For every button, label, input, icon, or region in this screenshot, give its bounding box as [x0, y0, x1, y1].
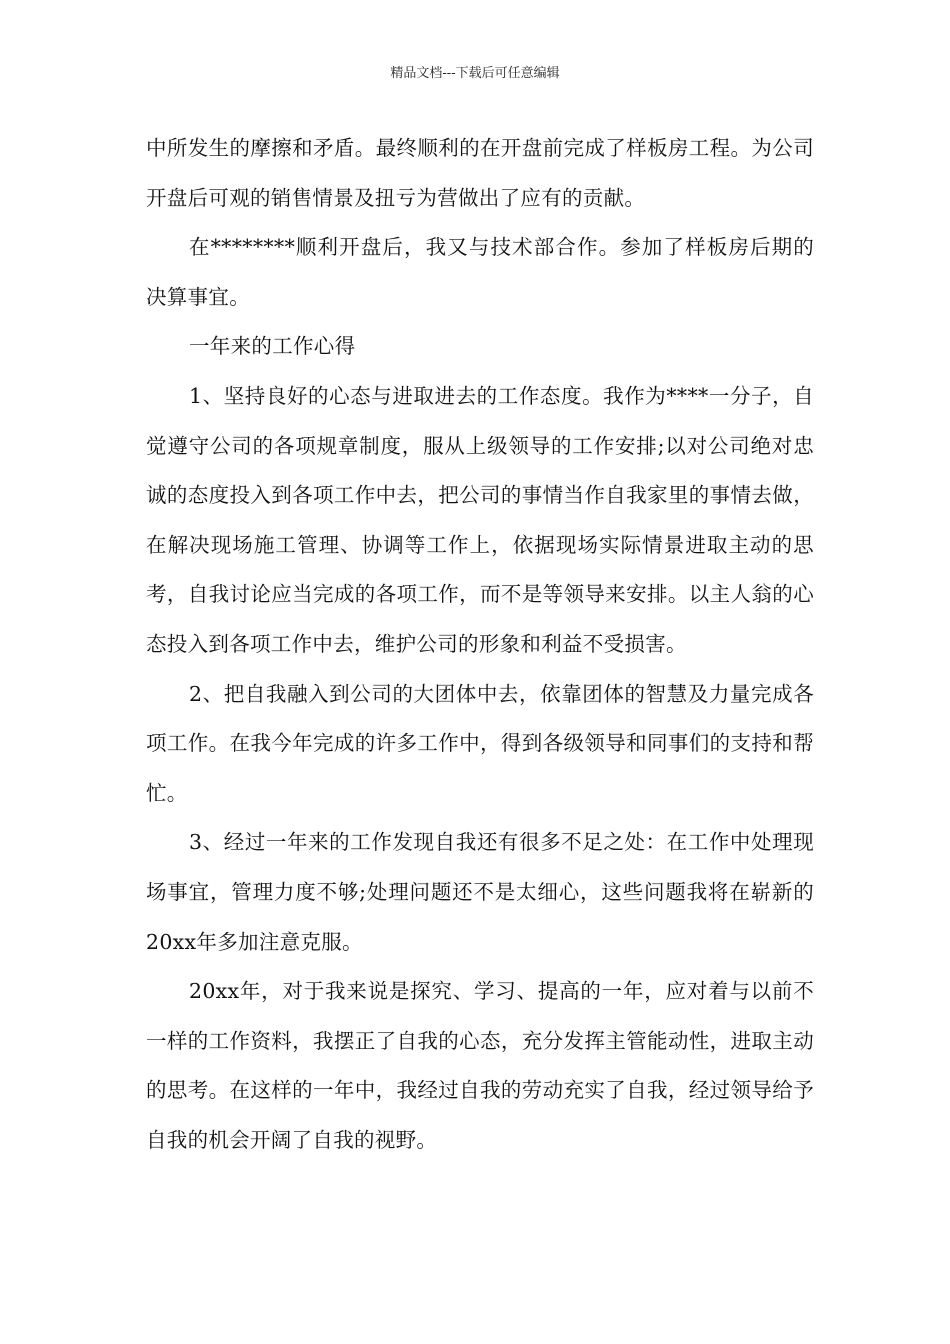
- document-body: [146, 124, 814, 1165]
- paragraph-point-2: 2、把自我融入到公司的大团体中去，依靠团体的智慧及力量完成各项工作。在我今年完成的许多工作中，得到各级领导和同事们的支持和帮忙。: [146, 681, 814, 805]
- section-heading-work-experience: 一年来的工作心得: [189, 334, 356, 359]
- paragraph-opening-settlement: 在********顺利开盘后，我又与技术部合作。参加了样板房后期的决算事宜。: [146, 235, 814, 309]
- paragraph-summary: 20xx年，对于我来说是探究、学习、提高的一年，应对着与以前不一样的工作资料，我摆正了自我的心态，充分发挥主管能动性，进取主动的思考。在这样的一年中，我经过自我的劳动充实了自我，经过领导给予自我的机会开阔了自我的视野。: [146, 979, 814, 1152]
- paragraph-continuation: 中所发生的摩擦和矛盾。最终顺利的在开盘前完成了样板房工程。为公司开盘后可观的销售情景及扭亏为营做出了应有的贡献。: [146, 136, 814, 210]
- paragraph-point-1: 1、坚持良好的心态与进取进去的工作态度。我作为****一分子，自觉遵守公司的各项规章制度，服从上级领导的工作安排;以对公司绝对忠诚的态度投入到各项工作中去，把公司的事情当作自我家里的事情去做，在解决现场施工管理、协调等工作上，依据现场实际情景进取主动的思考，自我讨论应当完成的各项工作，而不是等领导来安排。以主人翁的心态投入到各项工作中去，维护公司的形象和利益不受损害。: [146, 383, 814, 656]
- page-header: 精品文档---下载后可任意编辑: [390, 66, 560, 81]
- paragraph-point-3: 3、经过一年来的工作发现自我还有很多不足之处：在工作中处理现场事宜，管理力度不够;处理问题还不是太细心，这些问题我将在崭新的20xx年多加注意克服。: [146, 830, 814, 954]
